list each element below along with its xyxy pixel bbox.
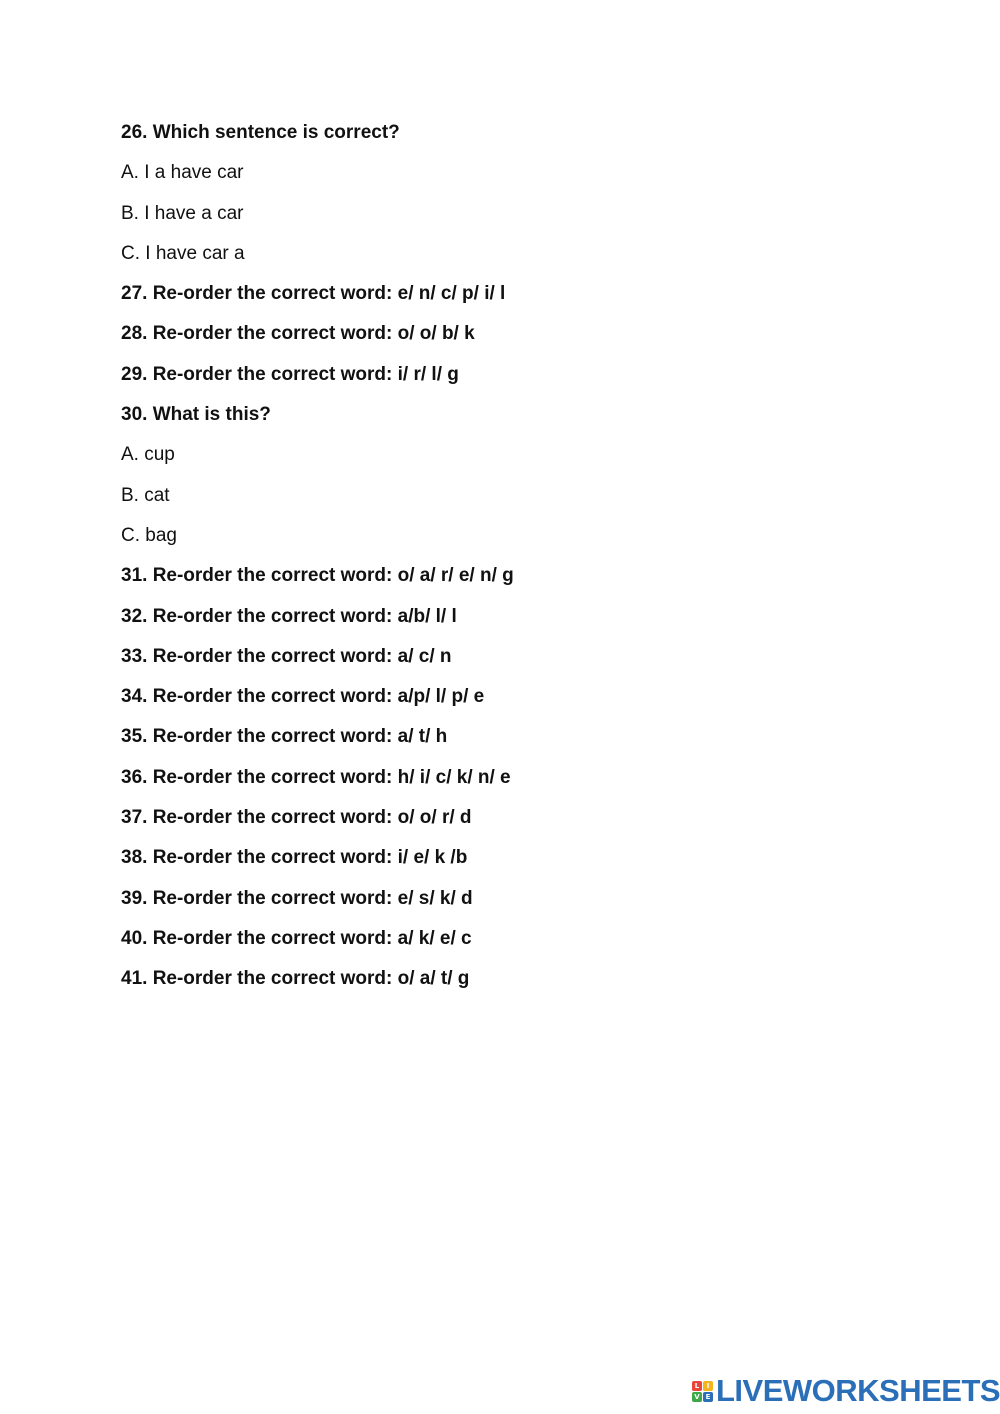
question-33: 33. Re-order the correct word: a/ c/ n (121, 645, 452, 667)
question-32: 32. Re-order the correct word: a/b/ l/ l (121, 605, 457, 627)
liveworksheets-logo (692, 1373, 1000, 1409)
logo-wordmark: LIVEWORKSHEETS (716, 1373, 1000, 1408)
question-29: 29. Re-order the correct word: i/ r/ l/ g (121, 363, 459, 385)
question-28: 28. Re-order the correct word: o/ o/ b/ k (121, 323, 475, 345)
question-36: 36. Re-order the correct word: h/ i/ c/ k/ n/ e (121, 766, 511, 788)
option-26-c: C. I have car a (121, 242, 245, 264)
question-38: 38. Re-order the correct word: i/ e/ k /b (121, 847, 468, 869)
question-40: 40. Re-order the correct word: a/ k/ e/ c (121, 927, 472, 949)
logo-block-i: I (703, 1381, 713, 1391)
question-37: 37. Re-order the correct word: o/ o/ r/ d (121, 807, 472, 829)
option-26-a: A. I a have car (121, 162, 244, 184)
logo-blocks-icon (692, 1381, 713, 1402)
option-30-a: A. cup (121, 444, 175, 466)
question-30: 30. What is this? (121, 404, 271, 426)
question-35: 35. Re-order the correct word: a/ t/ h (121, 726, 448, 748)
logo-block-e: E (703, 1392, 713, 1402)
worksheet-content (121, 118, 881, 1005)
question-39: 39. Re-order the correct word: e/ s/ k/ d (121, 887, 473, 909)
question-41: 41. Re-order the correct word: o/ a/ t/ g (121, 968, 470, 990)
option-26-b: B. I have a car (121, 202, 244, 224)
option-30-c: C. bag (121, 524, 177, 546)
question-26: 26. Which sentence is correct? (121, 122, 400, 143)
logo-block-l: L (692, 1381, 702, 1391)
question-31: 31. Re-order the correct word: o/ a/ r/ e/ n/ g (121, 565, 514, 587)
question-27: 27. Re-order the correct word: e/ n/ c/ p/ i/ l (121, 283, 506, 305)
logo-block-v: V (692, 1392, 702, 1402)
question-34: 34. Re-order the correct word: a/p/ l/ p/ e (121, 686, 485, 708)
option-30-b: B. cat (121, 484, 170, 506)
